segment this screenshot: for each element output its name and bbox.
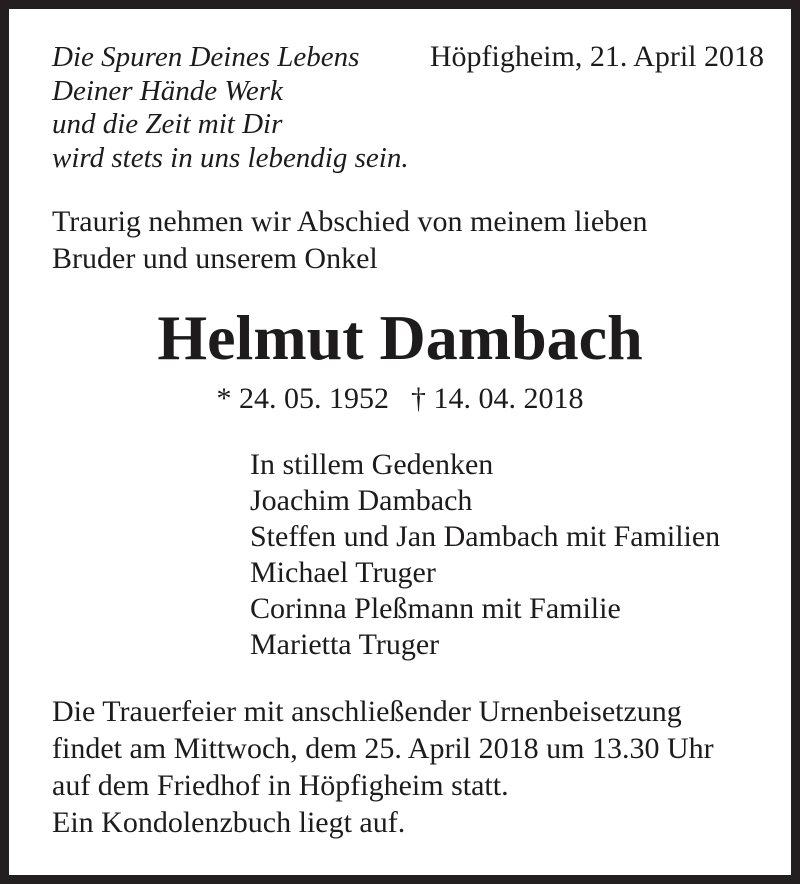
mourner-line: Corinna Pleßmann mit Familie <box>250 592 621 625</box>
place-date-line: Höpfigheim, 21. April 2018 <box>429 40 764 73</box>
epigraph-line: und die Zeit mit Dir <box>52 108 283 140</box>
mourner-line: Marietta Truger <box>250 628 440 661</box>
funeral-details <box>52 693 714 841</box>
mourners-heading: In stillem Gedenken <box>250 448 494 481</box>
announcement-line: Traurig nehmen wir Abschied von meinem lieben <box>52 205 648 238</box>
birth-date: * 24. 05. 1952 <box>216 382 389 415</box>
funeral-line: Ein Kondolenzbuch liegt auf. <box>52 806 406 839</box>
announcement-line: Bruder und unserem Onkel <box>52 242 378 275</box>
mourners-list <box>250 447 720 663</box>
death-date: † 14. 04. 2018 <box>411 382 584 415</box>
mourner-line: Joachim Dambach <box>250 484 473 517</box>
mourner-line: Michael Truger <box>250 556 436 589</box>
funeral-line: Die Trauerfeier mit anschließender Urnenbeisetzung <box>52 695 682 728</box>
epigraph-line: Die Spuren Deines Lebens <box>52 41 360 73</box>
funeral-line: findet am Mittwoch, dem 25. April 2018 um 13.30 Uhr <box>52 732 714 765</box>
epigraph-line: Deiner Hände Werk <box>52 74 283 107</box>
announcement-text <box>52 203 647 277</box>
epigraph-poem <box>52 41 409 175</box>
funeral-line: auf dem Friedhof in Höpfigheim statt. <box>52 769 509 802</box>
life-dates <box>9 382 791 415</box>
deceased-name: Helmut Dambach <box>157 302 643 373</box>
epigraph-line: wird stets in uns lebendig sein. <box>52 141 409 174</box>
mourner-line: Steffen und Jan Dambach mit Familien <box>250 520 721 553</box>
